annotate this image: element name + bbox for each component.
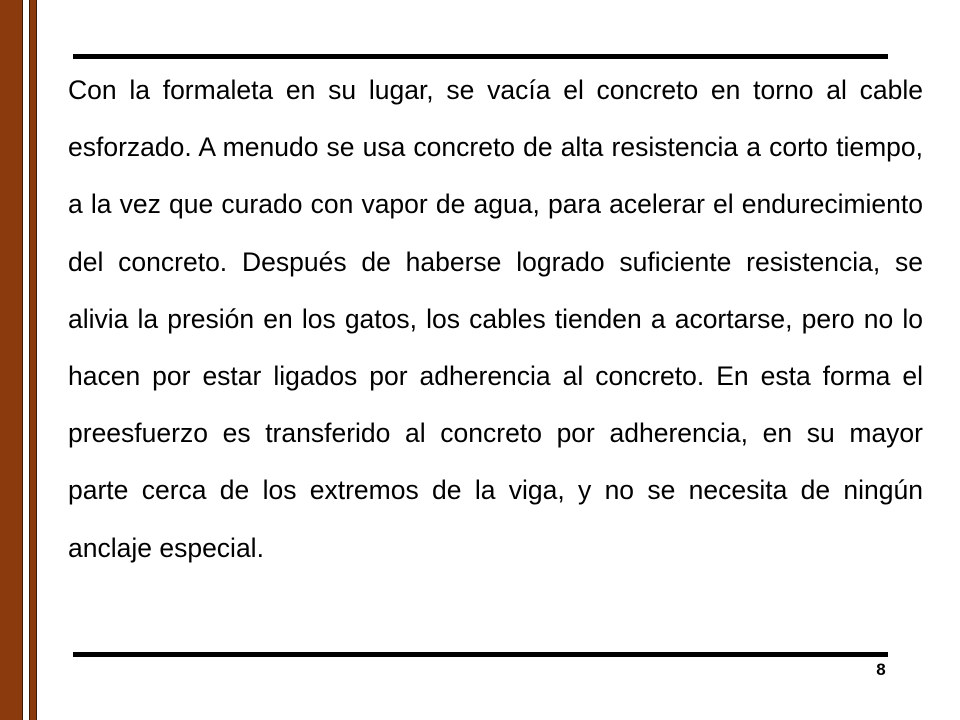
top-rule (73, 54, 888, 59)
bottom-rule (73, 652, 888, 657)
body-paragraph: Con la formaleta en su lugar, se vacía el concreto en torno al cable esforzado. A menudo se usa concreto de alta resistencia a corto tiempo, a la vez que curado con vapor de agua, para acelerar el endurecimiento del concreto. Después de haberse logrado suficiente resistencia, se alivia la presión en los gatos, los cables tienden a acortarse, pero no lo hacen por estar ligados por adherencia al concreto. En esta forma el preesfuerzo es transferido al concreto por adherencia, en su mayor parte cerca de los extremos de la viga, y no se necesita de ningún anclaje especial. (68, 75, 923, 563)
page-number: 8 (876, 660, 886, 679)
left-decorative-bar (0, 0, 23, 720)
left-decorative-thin-bar (29, 0, 37, 720)
